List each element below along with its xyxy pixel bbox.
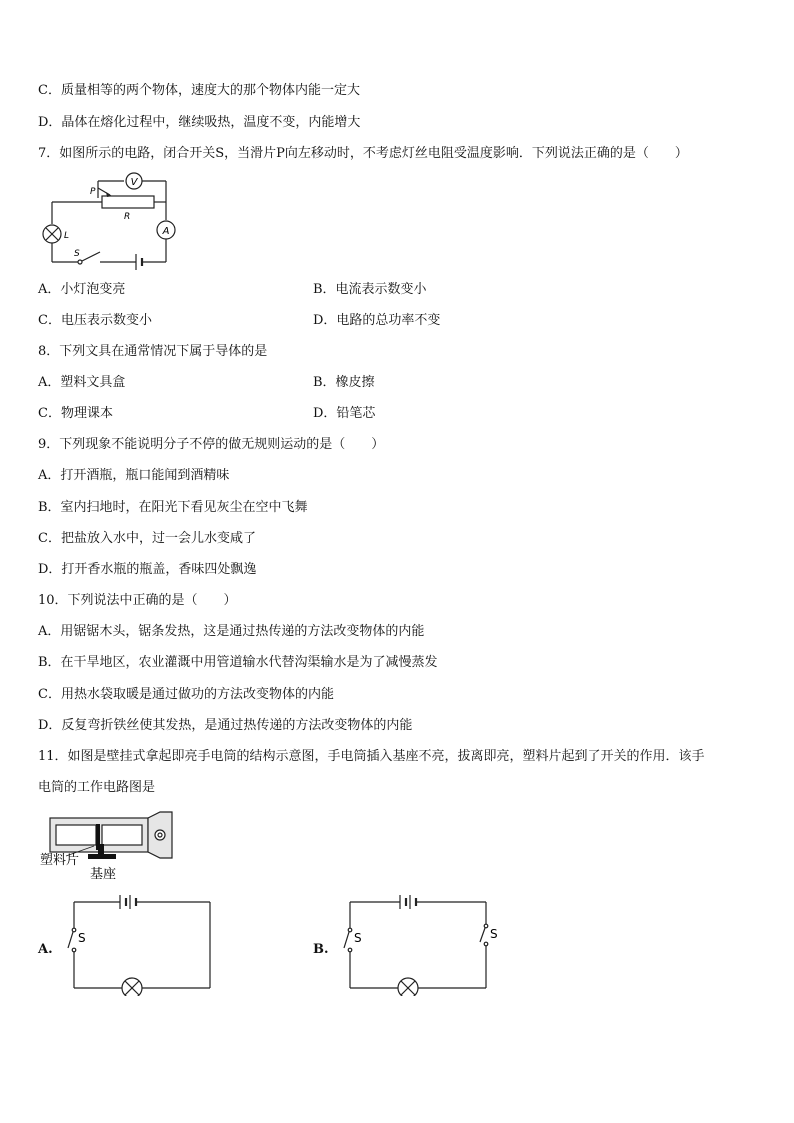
q7-option-b: B．电流表示数变小: [313, 282, 427, 297]
resistor-label: R: [124, 212, 131, 222]
q8-option-c: C．物理课本: [38, 406, 113, 421]
switch-label: S: [78, 931, 86, 945]
q7-circuit-figure: [38, 168, 188, 276]
q8-stem: 8．下列文具在通常情况下属于导体的是: [38, 344, 268, 359]
q11-circuit-a: [64, 892, 214, 996]
q9-stem: 9．下列现象不能说明分子不停的做无规则运动的是（ ）: [38, 437, 385, 452]
plastic-sheet-label: 塑料片: [40, 853, 80, 868]
q8-option-d: D．铅笔芯: [313, 406, 376, 421]
q11-circuit-b: [340, 892, 500, 996]
switch-label: S: [74, 249, 80, 259]
q6-option-d: D．晶体在熔化过程中，继续吸热，温度不变，内能增大: [38, 115, 361, 130]
q11-option-b-label: B.: [313, 942, 329, 957]
q6-option-c: C．质量相等的两个物体，速度大的那个物体内能一定大: [38, 83, 360, 98]
base-shape: [88, 854, 116, 859]
base-label: 基座: [90, 867, 117, 882]
q7-option-a: A．小灯泡变亮: [38, 282, 126, 297]
ammeter-label: A: [162, 226, 170, 237]
q7-stem: 7．如图所示的电路，闭合开关S，当滑片P向左移动时，不考虑灯丝电阻受温度影响．下列说法正确的是（ ）: [38, 146, 688, 161]
q10-stem: 10．下列说法中正确的是（ ）: [38, 593, 237, 608]
q10-option-b: B．在干旱地区，农业灌溉中用管道输水代替沟渠输水是为了减慢蒸发: [38, 655, 438, 670]
q9-option-b: B．室内扫地时，在阳光下看见灰尘在空中飞舞: [38, 500, 308, 515]
q9-option-a: A．打开酒瓶，瓶口能闻到酒精味: [38, 468, 230, 483]
flashlight-figure: [38, 810, 178, 882]
q10-option-d: D．反复弯折铁丝使其发热，是通过热传递的方法改变物体的内能: [38, 718, 413, 733]
q9-option-c: C．把盐放入水中，过一会儿水变咸了: [38, 531, 256, 546]
q10-option-a: A．用锯锯木头，锯条发热，这是通过热传递的方法改变物体的内能: [38, 624, 425, 639]
q10-option-c: C．用热水袋取暖是通过做功的方法改变物体的内能: [38, 687, 334, 702]
slider-label: P: [90, 187, 96, 197]
q7-option-d: D．电路的总功率不变: [313, 313, 441, 328]
q11-option-a-label: A.: [38, 942, 53, 957]
q11-stem-line1: 11．如图是壁挂式拿起即亮手电筒的结构示意图，手电筒插入基座不亮，拔离即亮，塑料片起到了开关的作用．该手: [38, 749, 705, 764]
q11-stem-line2: 电筒的工作电路图是: [38, 780, 156, 795]
q8-option-a: A．塑料文具盒: [38, 375, 126, 390]
lamp-label: L: [64, 231, 70, 241]
voltmeter-label: V: [130, 177, 138, 188]
switch-label-right: S: [490, 927, 498, 941]
switch-label-left: S: [354, 931, 362, 945]
q7-option-c: C．电压表示数变小: [38, 313, 152, 328]
q8-option-b: B．橡皮擦: [313, 375, 375, 390]
q9-option-d: D．打开香水瓶的瓶盖，香味四处飘逸: [38, 562, 257, 577]
